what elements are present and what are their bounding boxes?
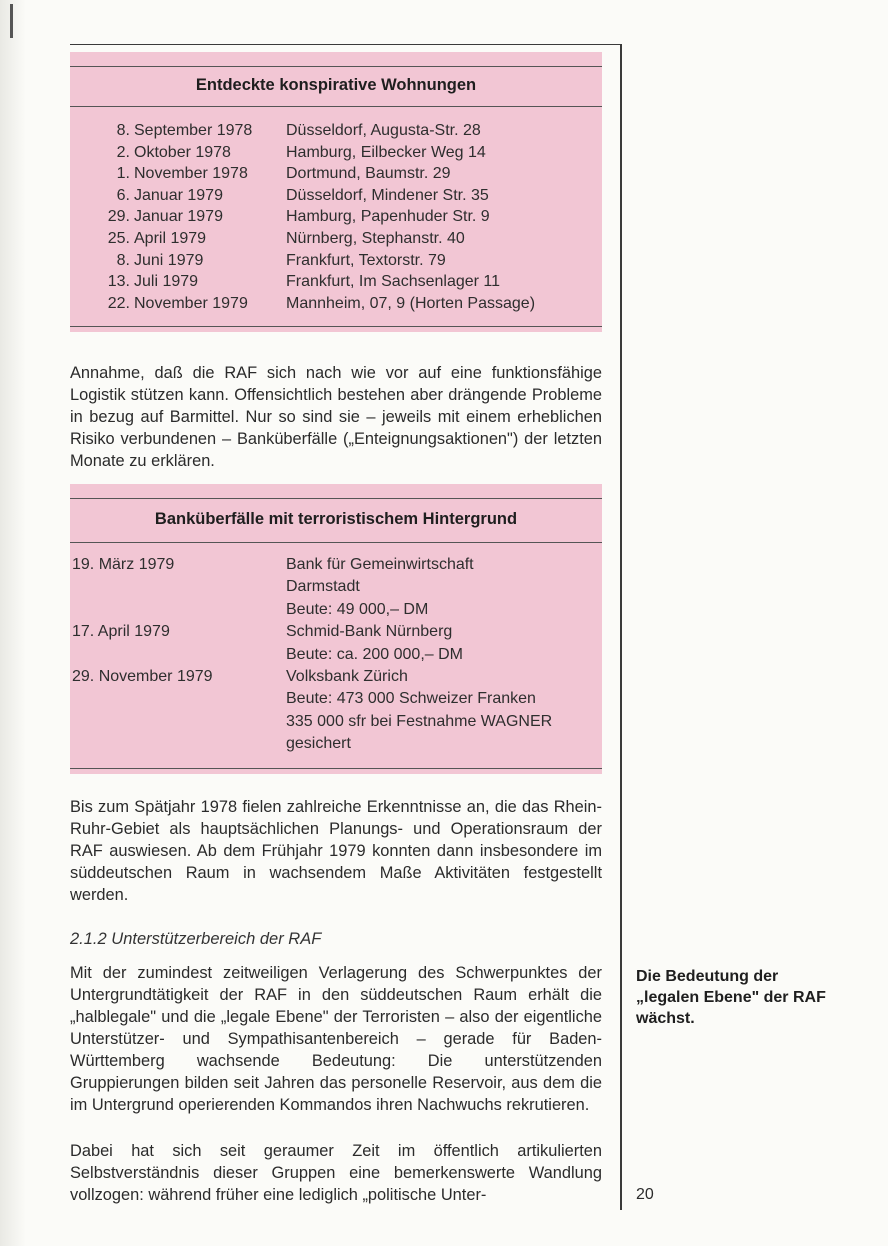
apartment-address: Hamburg, Eilbecker Weg 14 [286,143,486,161]
box-bottom-rule [70,326,602,327]
apartment-date-month: Juni 1979 [134,251,204,269]
robbery-date: 17. April 1979 [72,623,170,641]
apartment-date-month: Oktober 1978 [134,143,231,161]
apartment-date: 1. [116,165,130,183]
robbery-date: 29. November 1979 [72,668,213,685]
paragraph-logistics: Annahme, daß die RAF sich nach wie vor auf eine funktionsfähige Logistik stützen kann. Offensichtlich bestehen aber drängende Probleme in bezug auf Barmittel. Nur so sind sie – jeweils mit einem erheblichen Risiko verbundenen – Banküberfälle („Enteignungsaktionen") der letzten Monate zu erklären. [70,364,602,470]
apartment-date-month: September 1978 [134,122,253,139]
apartments-box [70,52,602,332]
scan-mark [10,4,13,38]
box-top-rule [70,66,602,67]
robbery-detail: Beute: 49 000,– DM [286,600,429,618]
bank-robberies-box-title: Banküberfälle mit terroristischem Hintergrund [154,510,518,528]
apartment-date: 2. [116,143,130,161]
apartment-date: 22. [107,294,130,312]
apartment-address: Dortmund, Baumstr. 29 [286,165,451,183]
apartment-date: 13. [107,273,130,291]
apartment-address: Mannheim, 07, 9 (Horten Passage) [286,294,536,312]
paragraph-self-image: Dabei hat sich seit geraumer Zeit im öffentlich artikulierten Selbstverständnis dieser Gruppen eine bemerkenswerte Wandlung vollzogen: während früher eine lediglich „politische Unter- [70,1142,602,1204]
apartment-date: 8. [116,122,130,139]
robbery-detail: Schmid-Bank Nürnberg [286,623,453,641]
apartment-address: Düsseldorf, Mindener Str. 35 [286,186,489,204]
robbery-detail: 335 000 sfr bei Festnahme WAGNER [286,712,553,730]
apartment-date-month: Januar 1979 [134,186,223,204]
robbery-detail: Darmstadt [286,578,360,596]
robbery-detail: gesichert [286,735,351,753]
apartment-date-month: Januar 1979 [134,208,223,226]
page-number: 20 [636,1186,654,1203]
scan-edge [0,0,26,1246]
robbery-detail: Volksbank Zürich [286,668,408,685]
robbery-detail: Beute: 473 000 Schweizer Franken [286,690,536,708]
box-title-rule [70,106,602,107]
apartment-date: 25. [107,230,130,247]
section-heading: 2.1.2 Unterstützerbereich der RAF [70,930,322,948]
box-title-rule [70,542,602,543]
robbery-detail: Bank für Gemeinwirtschaft [286,556,474,573]
apartment-date-month: November 1978 [134,165,248,183]
column-rule [620,44,622,1210]
box-bottom-rule [70,768,602,769]
apartment-date: 6. [116,186,130,204]
apartments-box-title: Entdeckte konspirative Wohnungen [195,76,477,94]
apartment-address: Frankfurt, Textorstr. 79 [286,251,446,269]
paragraph-supporters: Mit der zumindest zeitweiligen Verlagerung des Schwerpunktes der Untergrundtätigkeit der RAF in den süddeutschen Raum erhält die „halblegale" und die „legale Ebene" der Terroristen – also der eigentliche Unterstützer- und Sympathisantenbereich – gerade für Baden-Württemberg wachsende Bedeutung: Die unterstützenden Gruppierungen bilden seit Jahren das personelle Reservoir, aus dem die im Untergrund operierenden Kommandos ihren Nachwuchs rekrutieren. [70,964,602,1114]
robbery-detail: Beute: ca. 200 000,– DM [286,645,463,663]
apartment-date: 8. [116,251,130,269]
box-top-rule [70,498,602,499]
apartment-address: Düsseldorf, Augusta-Str. 28 [286,122,481,139]
apartment-address: Hamburg, Papenhuder Str. 9 [286,208,490,226]
apartment-address: Nürnberg, Stephanstr. 40 [286,230,465,247]
bank-robberies-list [70,554,602,754]
paragraph-rhein-ruhr: Bis zum Spätjahr 1978 fielen zahlreiche Erkenntnisse an, die das Rhein-Ruhr-Gebiet als hauptsächlichen Planungs- und Operationsraum der RAF auswiesen. Ab dem Frühjahr 1979 konnten dann insbesondere im süddeutschen Raum in wachsendem Maße Aktivitäten festgestellt werden. [70,798,602,904]
apartment-date: 29. [107,208,130,226]
margin-note: Die Bedeutung der „legalen Ebene" der RAF wächst. [636,968,826,1027]
apartment-date-month: Juli 1979 [134,273,199,291]
apartment-date-month: November 1979 [134,294,248,312]
robbery-date: 19. März 1979 [72,556,175,573]
apartment-date-month: April 1979 [134,230,207,247]
top-rule [70,44,622,45]
bank-robberies-box [70,484,602,774]
apartments-list [70,120,602,316]
apartment-address: Frankfurt, Im Sachsenlager 11 [286,273,501,291]
